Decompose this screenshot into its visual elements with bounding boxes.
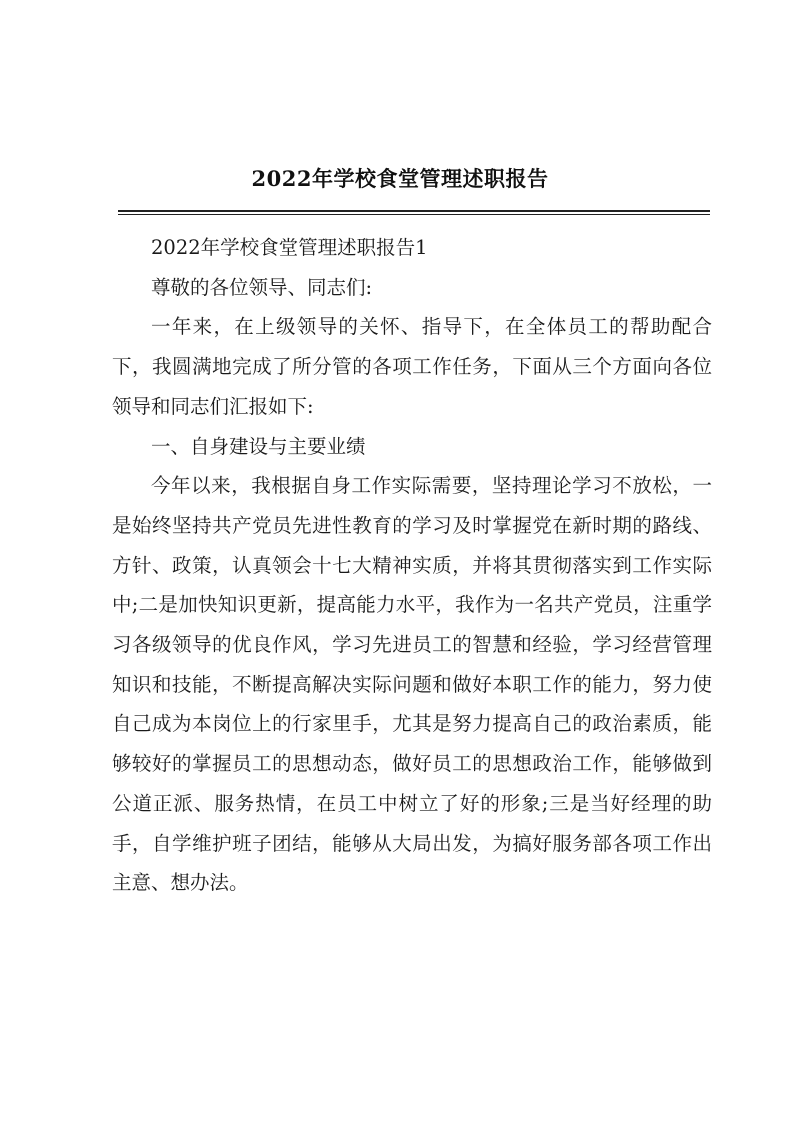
body-paragraph: 今年以来，我根据自身工作实际需要，坚持理论学习不放松，一是始终坚持共产党员先进性教育的学习及时掌握党在新时期的路线、方针、政策，认真领会十七大精神实质，并将其贯彻落实到工作实际中;二是加快知识更新，提高能力水平，我作为一名共产党员，注重学习各级领导的优良作风，学习先进员工的智慧和经验，学习经营管理知识和技能，不断提高解决实际问题和做好本职工作的能力，努力使自己成为本岗位上的行家里手，尤其是努力提高自己的政治素质，能够较好的掌握员工的思想动态，做好员工的思想政治工作，能够做到公道正派、服务热情，在员工中树立了好的形象;三是当好经理的助手，自学维护班子团结，能够从大局出发，为搞好服务部各项工作出主意、想办法。 [112,474,712,895]
intro-paragraph: 一年来，在上级领导的关怀、指导下，在全体员工的帮助配合下，我圆满地完成了所分管的各项工作任务，下面从三个方面向各位领导和同志们汇报如下: [112,315,712,418]
document-title: 2022年学校食堂管理述职报告 [251,166,549,191]
section-heading: 一、自身建设与主要业绩 [151,434,366,458]
title-divider-thin [118,214,710,215]
salutation: 尊敬的各位领导、同志们: [151,275,373,299]
report-subtitle: 2022年学校食堂管理述职报告1 [151,236,428,259]
document-body [112,228,712,903]
title-divider-thick [118,210,710,212]
